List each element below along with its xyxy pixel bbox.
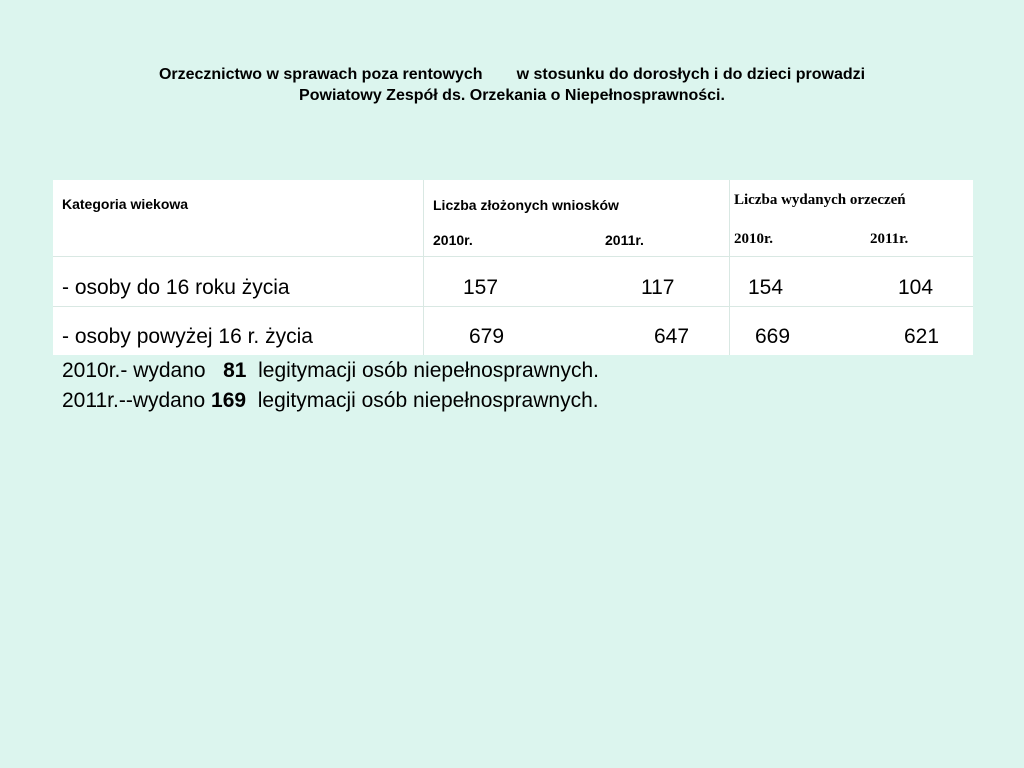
header-applications-2011: 2011r. <box>605 232 644 248</box>
title-line-2: Powiatowy Zespół ds. Orzekania o Niepełnosprawności. <box>299 87 725 104</box>
table-row-2-decisions-2010: 669 <box>755 325 791 348</box>
title-line-1 <box>0 64 1024 85</box>
data-table <box>53 180 973 355</box>
table-row-2-category: - osoby powyżej 16 r. życia <box>62 325 313 348</box>
note-2010-suffix: legitymacji osób niepełnosprawnych. <box>246 359 599 382</box>
table-row-2-applications-2011: 647 <box>654 325 690 348</box>
header-decisions: Liczba wydanych orzeczeń <box>734 192 906 208</box>
header-decisions-2010: 2010r. <box>734 231 774 247</box>
header-category: Kategoria wiekowa <box>62 196 189 212</box>
title-line-1-part-a: Orzecznictwo w sprawach poza rentowych <box>158 66 483 83</box>
header-applications-2010: 2010r. <box>433 232 473 248</box>
table-row-1-applications-2011: 117 <box>641 276 675 299</box>
table-row-2-applications-2010: 679 <box>469 325 505 348</box>
note-2011-prefix: 2011r.--wydano <box>62 389 212 412</box>
header-applications: Liczba złożonych wniosków <box>433 197 619 213</box>
notes-block <box>62 356 599 416</box>
note-2010-prefix: 2010r.- wydano <box>62 359 224 382</box>
title-line-1-part-b: w stosunku do dorosłych i do dzieci prowadzi <box>516 66 866 83</box>
row-divider <box>53 306 973 307</box>
note-2011-count: 169 <box>211 389 247 412</box>
table-row-1-decisions-2011: 104 <box>898 276 934 299</box>
table-row-1-category: - osoby do 16 roku życia <box>62 276 290 299</box>
table-row-1-applications-2010: 157 <box>463 276 499 299</box>
note-2011 <box>62 386 599 416</box>
header-decisions-2011: 2011r. <box>870 231 909 247</box>
row-divider <box>53 256 973 257</box>
note-2010-count: 81 <box>223 359 247 382</box>
table-row-1-decisions-2010: 154 <box>748 276 784 299</box>
table-row-2-decisions-2011: 621 <box>904 325 940 348</box>
column-divider <box>423 180 424 355</box>
column-divider <box>729 180 730 355</box>
note-2010 <box>62 356 599 386</box>
note-2011-suffix: legitymacji osób niepełnosprawnych. <box>246 389 599 412</box>
page-title <box>0 64 1024 106</box>
